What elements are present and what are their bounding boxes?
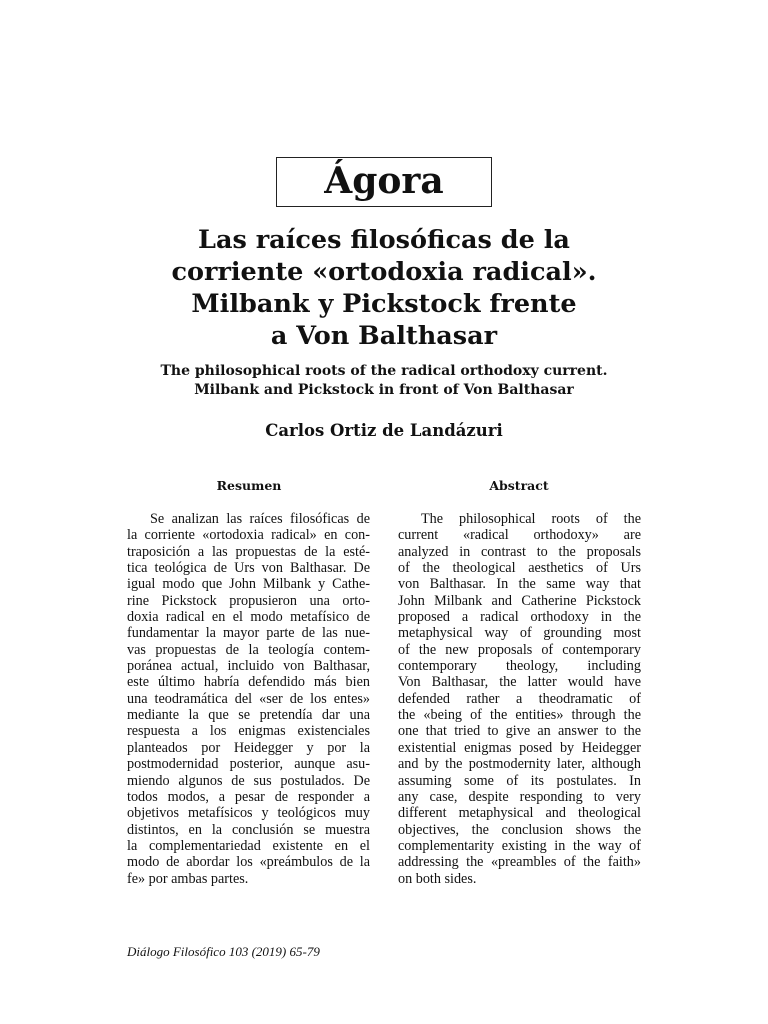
resumen-heading: Resumen xyxy=(216,478,282,493)
text-line: tica teológica de Urs von Balthasar. De xyxy=(127,560,370,577)
text-line: igual modo que John Milbank y Cathe- xyxy=(127,576,370,593)
text-line: doxia radical en el modo metafísico de xyxy=(127,609,370,626)
text-line: different metaphysical and theological xyxy=(398,805,641,822)
title-es-line: Milbank y Pickstock frente xyxy=(191,289,577,319)
text-line: addressing the «preambles of the faith» xyxy=(398,854,641,871)
text-line: fe» por ambas partes. xyxy=(127,870,249,887)
text-line: John Milbank and Catherine Pickstock xyxy=(398,592,641,609)
resumen-text xyxy=(127,511,370,887)
text-line: on both sides. xyxy=(398,870,477,887)
text-line: todos modos, a pesar de responder a xyxy=(127,788,370,805)
abstract-text xyxy=(398,511,641,887)
text-line: existential enigmas posed by Heidegger xyxy=(398,739,641,756)
article-title-english xyxy=(100,362,668,400)
text-line: the «being of the entities» through the xyxy=(398,707,641,724)
text-line: poránea actual, incluido von Balthasar, xyxy=(127,658,370,675)
text-line: any case, despite responding to very xyxy=(398,788,641,805)
text-line: este último habría defendido más bien xyxy=(127,674,370,691)
text-line: objectives, the conclusion shows the xyxy=(398,821,641,838)
text-line: proposed a radical orthodoxy in the xyxy=(398,609,641,626)
text-line: analyzed in contrast to the proposals xyxy=(398,543,641,560)
title-es-line: corriente «ortodoxia radical». xyxy=(171,257,597,287)
text-line: of the new proposals of contemporary xyxy=(398,641,641,658)
text-line: current «radical orthodoxy» are xyxy=(398,527,641,544)
title-en-line: Milbank and Pickstock in front of Von Balthasar xyxy=(194,382,574,398)
text-line: of the theological aesthetics of Urs xyxy=(398,560,641,577)
text-line: postmodernidad posterior, aunque asu- xyxy=(127,756,370,773)
text-line: Se analizan las raíces filosóficas de xyxy=(150,511,370,527)
text-line: la complementariedad existente en el xyxy=(127,837,370,854)
text-line: distintos, en la conclusión se muestra xyxy=(127,821,370,838)
abstract-heading: Abstract xyxy=(489,478,549,493)
text-line: mediante la que se pretendía dar una xyxy=(127,707,370,724)
text-line: contemporary theology, including xyxy=(398,658,641,675)
text-line: The philosophical roots of the xyxy=(421,511,641,527)
text-line: Von Balthasar, the latter would have xyxy=(398,674,641,691)
text-line: defended rather a theodramatic of xyxy=(398,690,641,707)
section-title-box xyxy=(276,157,492,207)
title-es-line: a Von Balthasar xyxy=(270,321,498,351)
journal-citation: Diálogo Filosófico 103 (2019) 65-79 xyxy=(127,944,320,959)
text-line: one that tried to give an answer to the xyxy=(398,723,641,740)
text-line: la corriente «ortodoxia radical» en con- xyxy=(127,527,370,544)
title-en-line: The philosophical roots of the radical orthodoxy current. xyxy=(160,363,608,379)
text-line: complementarity existing in the way of xyxy=(398,837,641,854)
text-line: objetivos metafísicos y teológicos muy xyxy=(127,805,370,822)
text-line: respuesta a los enigmas existenciales xyxy=(127,723,370,740)
article-title-spanish xyxy=(100,224,668,352)
section-title: Ágora xyxy=(324,160,444,202)
text-line: and by the postmodernity later, although xyxy=(398,756,641,773)
text-line: fundamentar la mayor parte de las nue- xyxy=(127,625,370,642)
text-line: vas propuestas de la teología contem- xyxy=(127,641,370,658)
text-line: modo de abordar los «preámbulos de la xyxy=(127,854,370,871)
text-line: von Balthasar. In the same way that xyxy=(398,576,641,593)
text-line: assuming some of its postulates. In xyxy=(398,772,641,789)
text-line: metaphysical way of grounding most xyxy=(398,625,641,642)
text-line: miendo algunos de sus postulados. De xyxy=(127,772,370,789)
author-name: Carlos Ortiz de Landázuri xyxy=(265,421,503,440)
text-line: traposición a las propuestas de la esté- xyxy=(127,543,370,560)
text-line: planteados por Heidegger y por la xyxy=(127,739,370,756)
text-line: rine Pickstock propusieron una orto- xyxy=(127,592,370,609)
text-line: una teodramática del «ser de los entes» xyxy=(127,690,370,707)
title-es-line: Las raíces filosóficas de la xyxy=(198,225,570,255)
